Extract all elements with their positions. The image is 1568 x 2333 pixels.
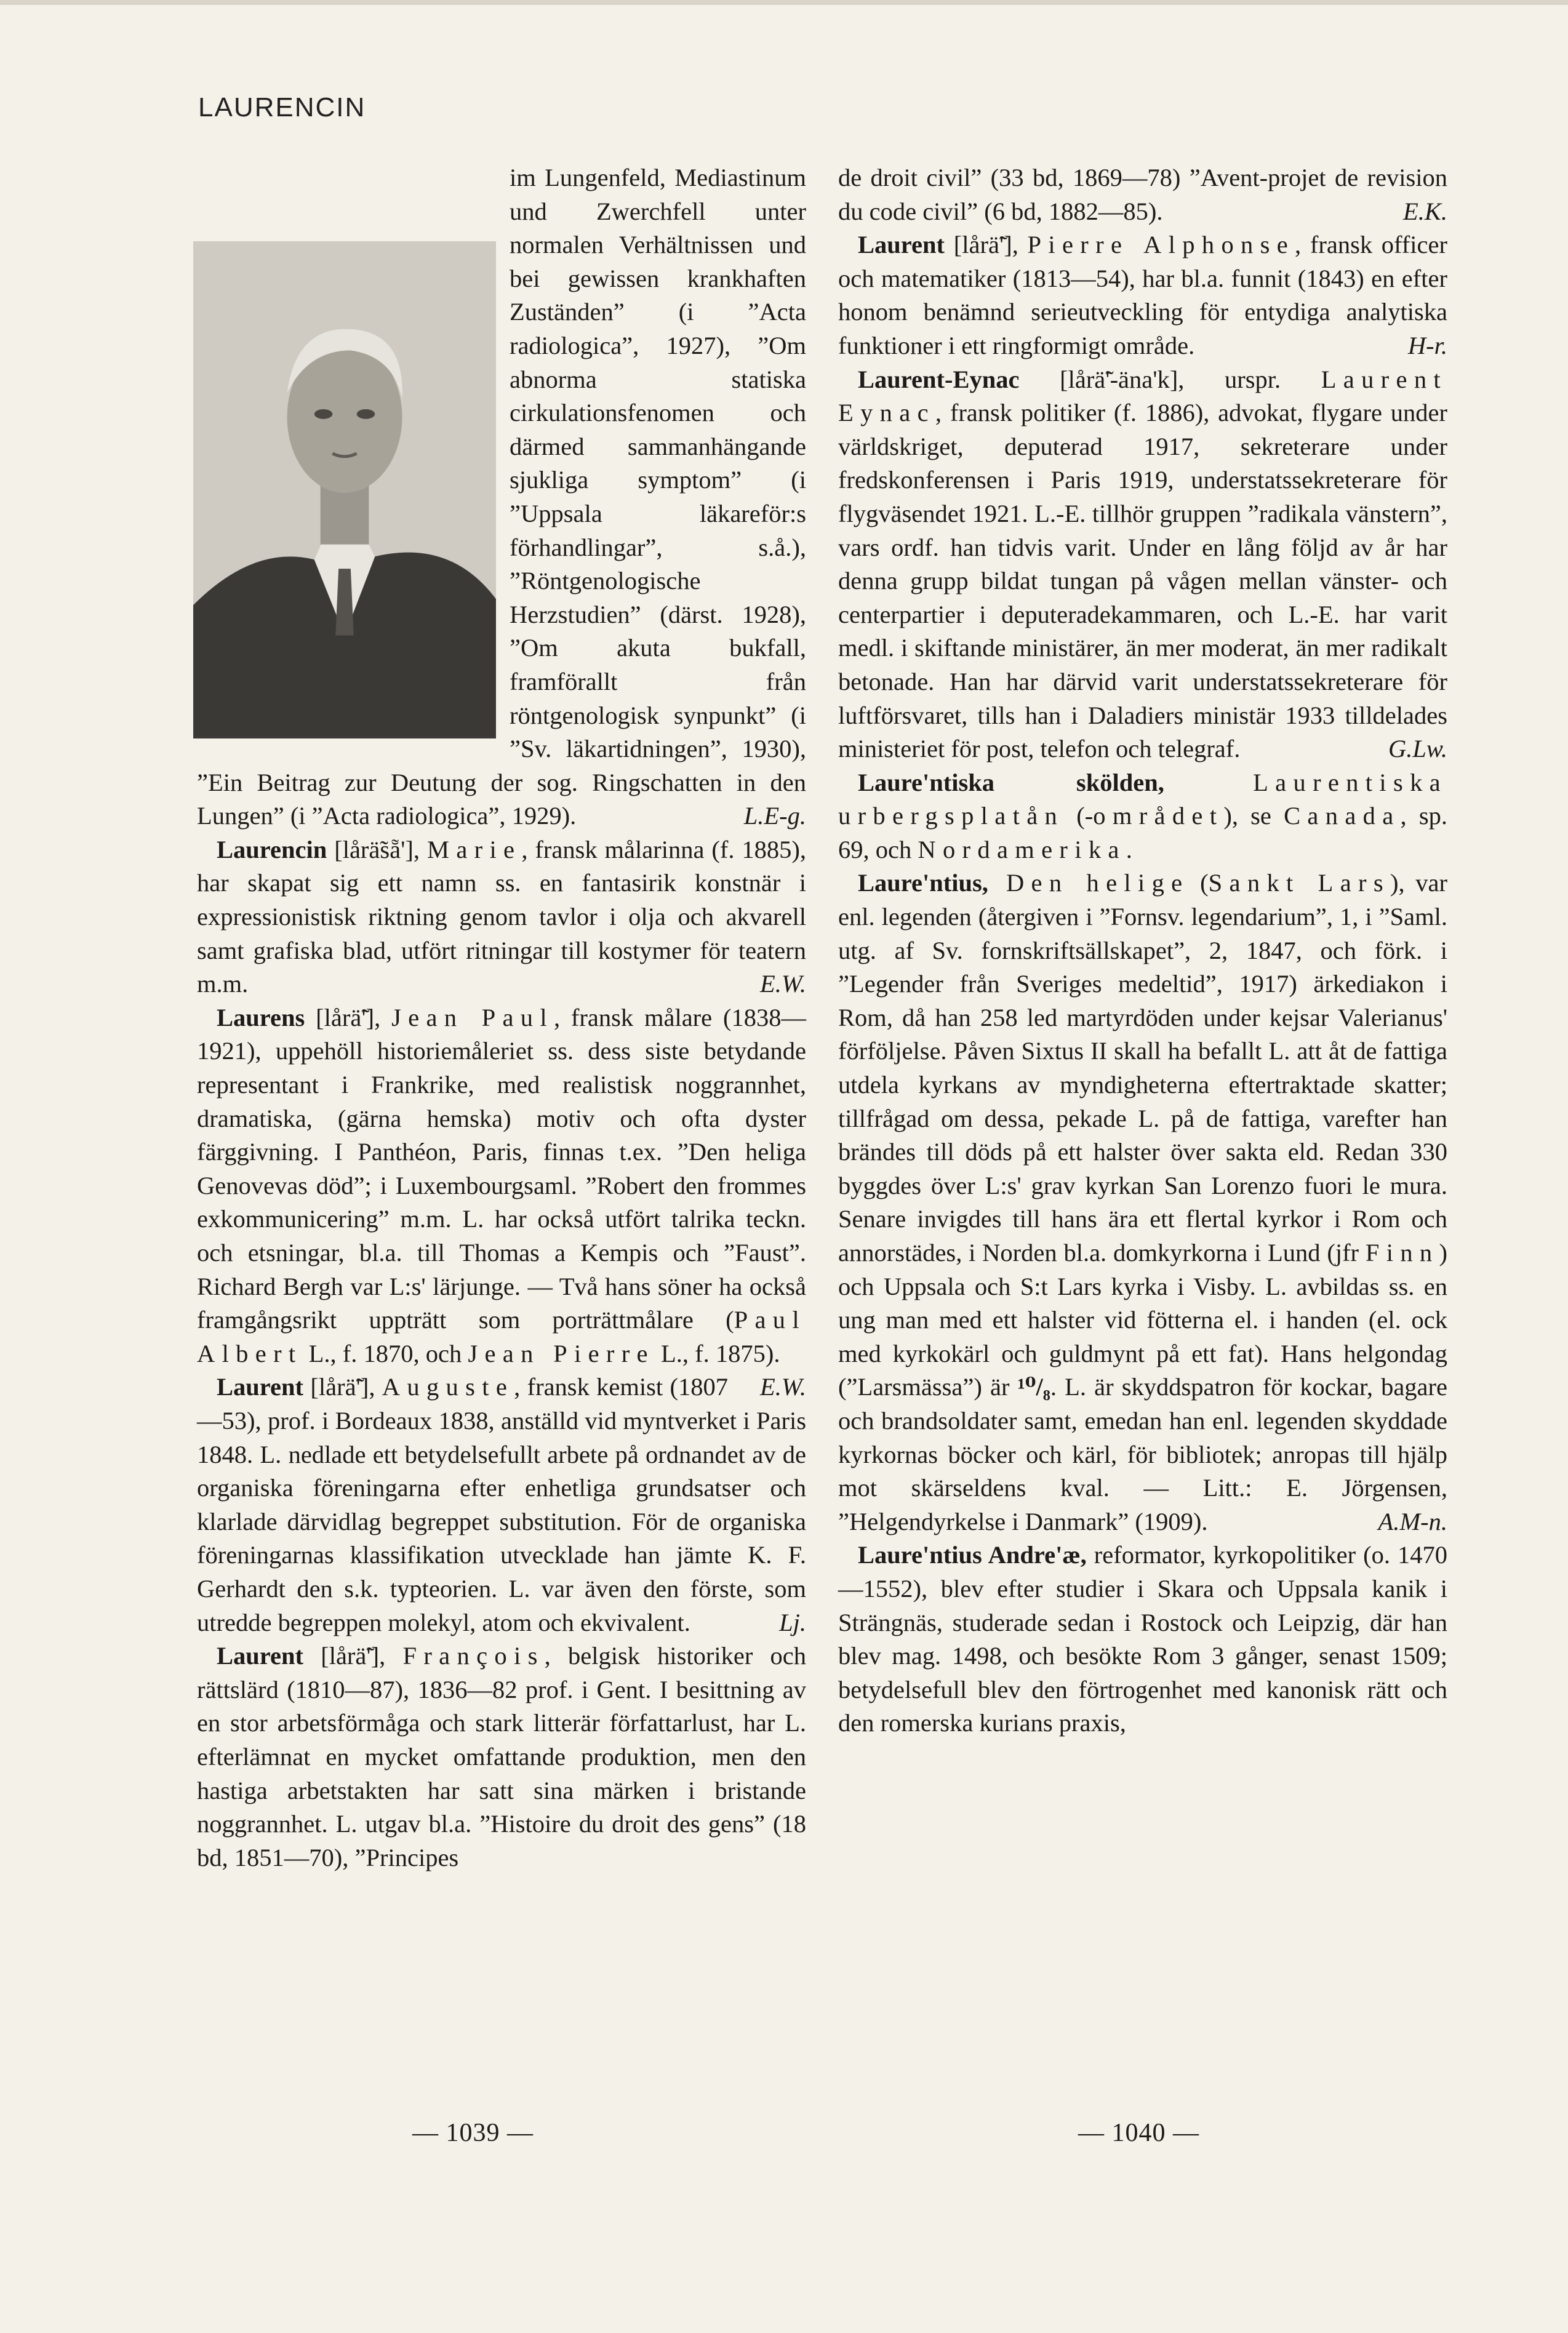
headword: Laurencin bbox=[217, 835, 327, 863]
headword: Laure'ntius, bbox=[858, 869, 988, 897]
headword: Laurens bbox=[217, 1003, 305, 1031]
headword: Laurent bbox=[217, 1642, 304, 1670]
entry-laurentiska-skolden: Laure'ntiska skölden, Laurentiska urbergsplatån (-området), se Canada, sp. 69, och Nordamerika. bbox=[838, 768, 1447, 863]
signature: A.M-n. bbox=[1378, 1507, 1447, 1535]
entry-continuation: de droit civil” (33 bd, 1869—78) ”Avent-projet de revision du code civil” (6 bd, 1882—85). E.K. bbox=[838, 161, 1447, 228]
entry-laurent-auguste: Laurent [lårä̃'], Auguste, fransk kemist (1807—53), prof. i Bordeaux 1838, anställd vid myntverket i Paris 1848. L. nedlade ett betydelsefullt arbete på ordnandet av de organiska föreningarna efter enhetliga grundsatser och klarlade därvidlag begreppet substitution. För de organiska föreningarnas klassifikation utvecklade han jämte K. F. Gerhardt den s.k. typteorien. L. var även den förste, som utredde begreppen molekyl, atom och ekvivalent. Lj. bbox=[197, 1371, 806, 1639]
signature: L.E-g. bbox=[743, 802, 806, 830]
headword: Laurent bbox=[217, 1373, 304, 1401]
left-column bbox=[197, 161, 806, 1875]
page-top-edge bbox=[0, 0, 1568, 5]
page-number-left: — 1039 — bbox=[412, 2119, 534, 2147]
portrait-icon bbox=[193, 241, 496, 738]
page-number-right: — 1040 — bbox=[1078, 2119, 1199, 2147]
entry-laurent-pierre: Laurent [lårä̃'], Pierre Alphonse, fransk officer och matematiker (1813—54), har bl.a. funnit (1843) en efter honom benämnd serieutveckling för entydiga analytiska funktioner i ett ringformigt område. H-r. bbox=[838, 228, 1447, 362]
signature: E.W. bbox=[759, 1373, 806, 1401]
signature: G.Lw. bbox=[1388, 735, 1447, 763]
headword: Laure'ntiska skölden, bbox=[858, 768, 1164, 796]
headword: Laure'ntius Andre'æ, bbox=[858, 1541, 1087, 1569]
entry-laurent-eynac: Laurent-Eynac [lårä̃'-äna'k], urspr. Laurent Eynac, fransk politiker (f. 1886), advokat, flygare under världskriget, deputerad 1917, sekreterare under fredskonferensen i Paris 1919, understatssekreterare för flygväsendet 1921. L.-E. tillhör gruppen ”radikala vänstern”, vars ordf. han tidvis varit. Under en lång följd av år har denna grupp bildat tungan på vågen mellan vänster- och centerpartier i deputeradekammaren, och L.-E. har varit medl. i skiftande ministärer, än mer moderat, än mer radikalt betonade. Han har därvid varit understatssekreterare för luftförsvaret, tills han i Daladiers ministär 1933 tilldelades ministeriet för post, telefon och telegraf. G.Lw. bbox=[838, 363, 1447, 766]
entry-laurent-francois: Laurent [lårä̃'], François, belgisk historiker och rättslärd (1810—87), 1836—82 prof. i Gent. I besittning av en stor arbetsförmåga och stark litterär författarlust, har L. efterlämnat en mycket omfattande produktion, men den hastiga arbetstakten har satt sina märken i bristande noggrannhet. L. utgav bl.a. ”Histoire du droit des gens” (18 bd, 1851—70), ”Principes bbox=[197, 1642, 806, 1871]
running-head: LAURENCIN bbox=[198, 92, 366, 122]
headword: Laurent bbox=[858, 231, 945, 259]
entry-laurens: Laurens [lårä̃'], Jean Paul, fransk målare (1838—1921), uppehöll historiemåleriet ss. dess siste betydande representant i Frankrike, med realistisk noggrannhet, dramatiska, (gärna hemska) motiv och ofta dyster färggivning. I Panthéon, Paris, finnas t.ex. ”Den heliga Genovevas död”; i Luxembourgsaml. ”Robert den frommes exkommunicering” m.m. L. har också utfört talrika teckn. och etsningar, bl.a. till Thomas a Kempis och ”Faust”. Richard Bergh var L:s' lärjunge. — Två hans söner ha också framgångsrikt uppträtt som porträttmålare (Paul Albert L., f. 1870, och Jean Pierre L., f. 1875). E.W. bbox=[197, 1001, 806, 1371]
right-column bbox=[838, 161, 1447, 1740]
signature: H-r. bbox=[1407, 331, 1447, 359]
signature: Lj. bbox=[779, 1608, 806, 1636]
portrait-photo bbox=[193, 241, 496, 738]
signature: E.K. bbox=[1402, 197, 1447, 225]
entry-continuation: im Lungenfeld, Mediastinum und Zwerchfell unter normalen Verhältnissen und bei gewissen krankhaften Zuständen” (i ”Acta radiologica”, 1927), ”Om abnorma statiska cirkulationsfenomen och därmed sammanhängande sjukliga symptom” (i ”Uppsala läkareför:s förhandlingar”, s.å.), ”Röntgenologische Herzstudien” (därst. 1928), ”Om akuta bukfall, framförallt från röntgenologisk synpunkt” (i ”Sv. läkartidningen”, 1930), ”Ein Beitrag zur Deutung der sog. Ringschatten in den Lungen” (i ”Acta radiologica”, 1929). L.E-g. bbox=[197, 161, 806, 833]
entry-laurentius: Laure'ntius, Den helige (Sankt Lars), var enl. legenden (återgiven i ”Fornsv. legendarium”, 1, i ”Saml. utg. af Sv. fornskriftsällskapet”, 2, 1847, och förk. i ”Legender från Sveriges medeltid”, 1917) ärkediakon i Rom, då han 258 led martyrdöden under kejsar Valerianus' förföljelse. Påven Sixtus II skall ha befallt L. att åt de fattiga utdela kyrkans av myndigheterna eftertraktade skatter; tillfrågad om dessa, pekade L. på de fattiga, varefter han brändes till döds på ett halster över sakta eld. Redan 330 byggdes över L:s' grav kyrkan San Lorenzo fuori le mura. Senare invigdes till hans ära ett flertal kyrkor i Rom och annorstädes, i Norden bl.a. domkyrkorna i Lund (jfr Finn) och Uppsala och S:t Lars kyrka i Visby. L. avbildas ss. en ung man med ett halster vid fötterna el. i handen (el. ock med kyrkokärl och guldmynt på ett fat). Hans helgondag (”Larsmässa”) är ¹⁰/₈. L. är skyddspatron för kockar, bagare och brandsoldater samt, emedan han enl. legenden skyddade kyrkornas böcker och kärl, för bibliotek; anropas till hjälp mot skärseldens kval. — Litt.: E. Jörgensen, ”Helgendyrkelse i Danmark” (1909). A.M-n. bbox=[838, 866, 1447, 1539]
entry-laurentius-andreae: Laure'ntius Andre'æ, reformator, kyrkopolitiker (o. 1470—1552), blev efter studier i Skara och Uppsala kanik i Strängnäs, studerade sedan i Rostock och Leipzig, där han blev mag. 1498, och besökte Rom 3 gånger, senast 1509; betydelsefull blev den förtrogenhet med kanonisk rätt och den romerska kurians praxis, bbox=[838, 1541, 1447, 1737]
entry-laurencin: Laurencin [lårä̃sẵ'], Marie, fransk målarinna (f. 1885), har skapat sig ett namn ss. en fantasirik konstnär i expressionistisk riktning genom tavlor i olja och akvarell samt grafiska blad, utfört ritningar till kostymer för teatern m.m. E.W. bbox=[197, 833, 806, 1001]
headword: Laurent-Eynac bbox=[858, 365, 1020, 393]
signature: E.W. bbox=[759, 970, 806, 998]
